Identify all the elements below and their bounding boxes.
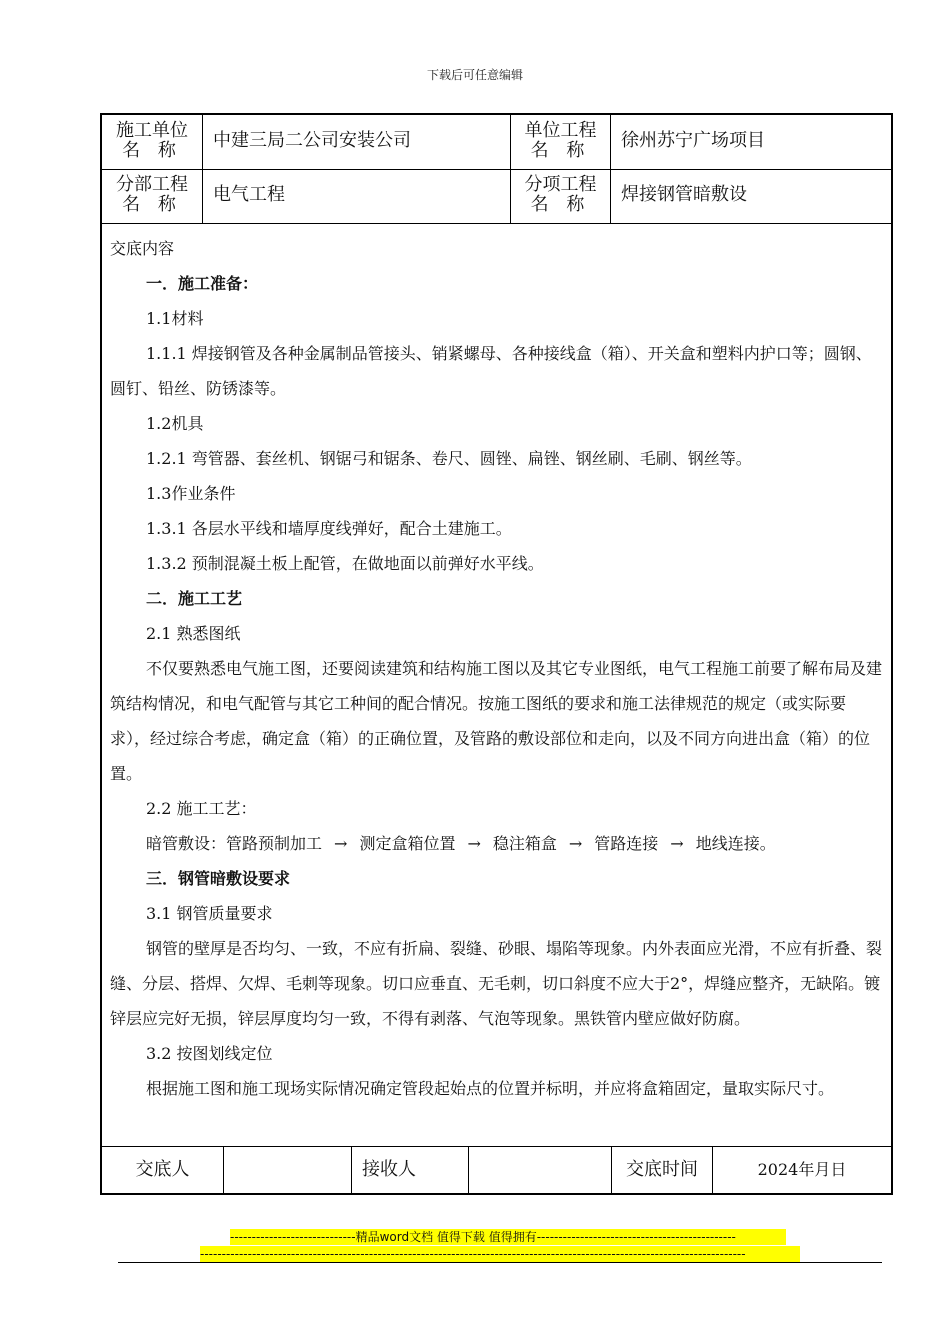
section-1-title: 一．施工准备： — [146, 274, 259, 293]
subitem-project-value: 焊接钢管暗敷设 — [621, 184, 747, 205]
disclosure-content — [110, 231, 882, 1106]
section-3-title: 三．钢管暗敷设要求 — [146, 869, 291, 888]
section-1-3: 1.3作业条件 — [146, 484, 236, 503]
section-3-1-text: 钢管的壁厚是否均匀、一致，不应有折扁、裂缝、砂眼、塌陷等现象。内外表面应光滑，不应有折叠、裂缝、分层、搭焊、欠焊、毛刺等现象。切口应垂直、无毛刺，切口斜度不应大于2°，焊缝应整齐，无缺陷。镀锌层应完好无损，锌层厚度均匀一致，不得有剥落、气泡等现象。黑铁管内壁应做好防腐。 — [110, 939, 883, 1028]
flow-step: 测定盒箱位置 — [359, 834, 456, 853]
flow-step: 稳注箱盒 — [492, 834, 557, 853]
subitem-project-value-cell — [611, 169, 891, 223]
section-1-3-1: 1.3.1 各层水平线和墙厚度线弹好，配合土建施工。 — [146, 519, 512, 538]
arrow-icon: → — [334, 834, 348, 853]
flow-step: 管路连接 — [594, 834, 659, 853]
construction-unit-value-cell — [203, 115, 511, 169]
section-1-1: 1.1材料 — [146, 309, 204, 328]
flow-step: 管路预制加工 — [226, 834, 323, 853]
section-2-2: 2.2 施工工艺： — [146, 799, 257, 818]
discloser-label: 交底人 — [102, 1147, 224, 1193]
construction-unit-value: 中建三局二公司安装公司 — [213, 130, 411, 151]
section-2-1: 2.1 熟悉图纸 — [146, 624, 241, 643]
division-project-label: 分部工程 — [116, 174, 188, 195]
section-1-2: 1.2机具 — [146, 414, 204, 433]
signature-row — [102, 1146, 891, 1193]
bottom-divider — [118, 1262, 882, 1263]
receiver-field[interactable] — [469, 1147, 612, 1193]
section-1-3-2: 1.3.2 预制混凝土板上配管，在做地面以前弹好水平线。 — [146, 554, 544, 573]
division-project-label-cell — [102, 169, 203, 223]
construction-unit-label-name: 名 称 — [122, 140, 182, 161]
promo-banner: -----------------------------精品word文档 值得下载 值得拥有---------------------------------------------- — [230, 1229, 786, 1245]
section-1-2-1: 1.2.1 弯管器、套丝机、钢锯弓和锯条、卷尺、圆锉、扁锉、钢丝刷、毛刷、钢丝等。 — [146, 449, 752, 468]
section-3-2-text: 根据施工图和施工现场实际情况确定管段起始点的位置并标明，并应将盒箱固定，量取实际尺寸。 — [146, 1079, 835, 1098]
unit-project-value-cell — [611, 115, 891, 169]
promo-dashes: ------------------------------------------------------------------------------------------------------------------------------ — [200, 1246, 800, 1262]
process-flow — [110, 826, 882, 861]
unit-project-label-cell — [511, 115, 611, 169]
subitem-project-label-cell — [511, 169, 611, 223]
disclosure-time-value: 2024年月日 — [757, 1160, 847, 1179]
subitem-project-label-name: 名 称 — [530, 194, 591, 215]
receiver-label: 接收人 — [352, 1147, 469, 1193]
arrow-icon: → — [467, 834, 481, 853]
construction-unit-label: 施工单位 — [116, 120, 188, 141]
disclosure-time-label: 交底时间 — [612, 1147, 713, 1193]
top-note: 下载后可任意编辑 — [426, 68, 523, 82]
header-row-1 — [102, 115, 891, 170]
section-2-1-text: 不仅要熟悉电气施工图，还要阅读建筑和结构施工图以及其它专业图纸，电气工程施工前要了解布局及建筑结构情况，和电气配管与其它工种间的配合情况。按施工图纸的要求和施工法律规范的规定（或实际要求），经过综合考虑，确定盒（箱）的正确位置，及管路的敷设部位和走向，以及不同方向进出盒（箱）的位置。 — [110, 659, 883, 783]
unit-project-label-name: 名 称 — [530, 140, 591, 161]
subitem-project-label: 分项工程 — [524, 174, 597, 195]
section-1-1-1: 1.1.1 焊接钢管及各种金属制品管接头、销紧螺母、各种接线盒（箱）、开关盒和塑料内护口等；圆钢、圆钉、铅丝、防锈漆等。 — [110, 344, 872, 398]
section-2-title: 二．施工工艺 — [146, 589, 243, 608]
arrow-icon: → — [568, 834, 583, 853]
section-3-2: 3.2 按图划线定位 — [146, 1044, 273, 1063]
division-project-value-cell — [203, 169, 511, 223]
content-heading: 交底内容 — [110, 239, 175, 258]
unit-project-label: 单位工程 — [524, 120, 597, 141]
construction-unit-label-cell — [102, 115, 203, 169]
flow-prefix: 暗管敷设： — [146, 834, 227, 853]
section-3-1: 3.1 钢管质量要求 — [146, 904, 273, 923]
division-project-label-name: 名 称 — [122, 194, 182, 215]
header-row-2 — [102, 169, 891, 224]
disclosure-sheet — [100, 113, 893, 1195]
arrow-icon: → — [670, 834, 684, 853]
division-project-value: 电气工程 — [213, 184, 285, 205]
unit-project-value: 徐州苏宁广场项目 — [621, 130, 765, 151]
flow-step: 地线连接。 — [695, 834, 776, 853]
discloser-field[interactable] — [224, 1147, 352, 1193]
